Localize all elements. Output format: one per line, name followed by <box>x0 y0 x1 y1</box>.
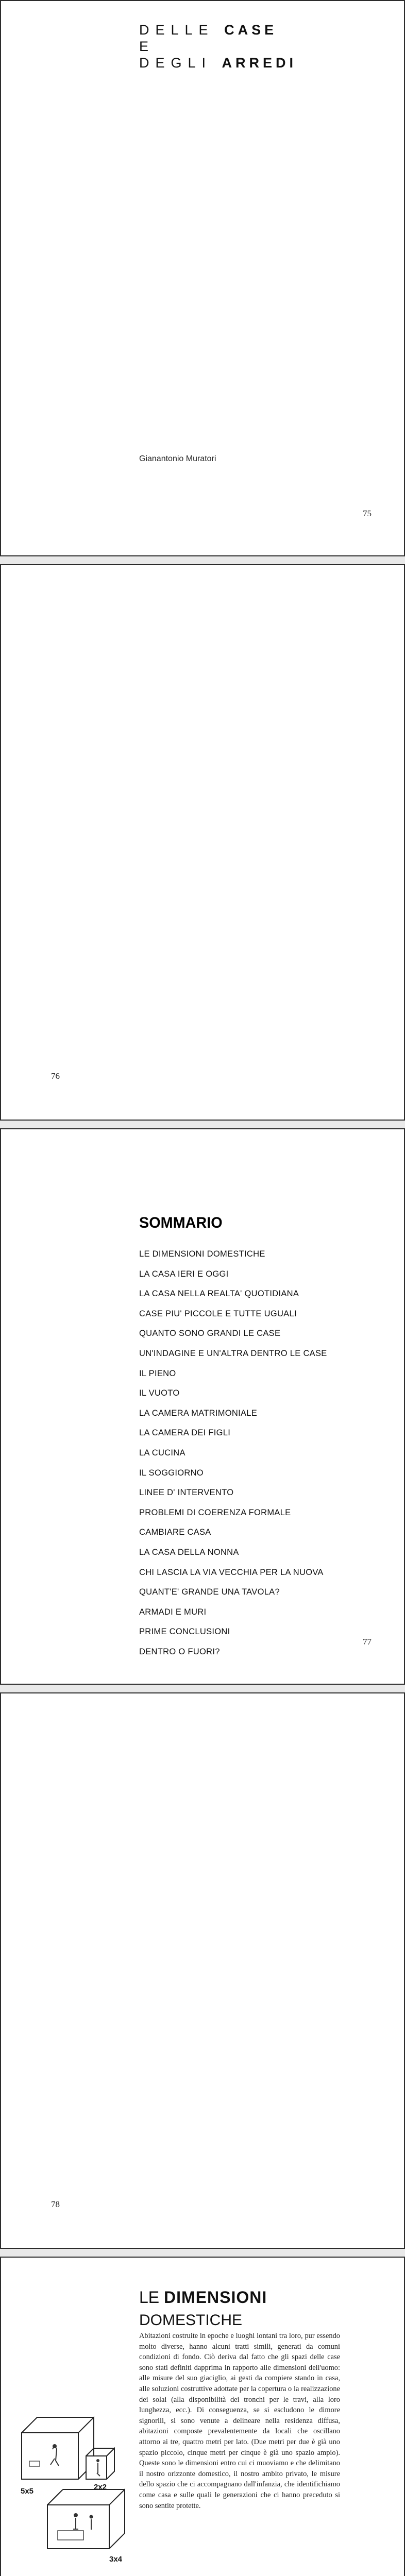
toc-item: QUANT'E' GRANDE UNA TAVOLA? <box>139 1587 280 1597</box>
toc-item: LINEE D' INTERVENTO <box>139 1488 234 1498</box>
toc-item: IL VUOTO <box>139 1388 180 1398</box>
page-78 <box>0 1692 405 2249</box>
toc-item: ARMADI E MURI <box>139 1607 207 1617</box>
toc-item: PROBLEMI DI COERENZA FORMALE <box>139 1507 291 1517</box>
book-title <box>139 22 297 71</box>
toc-item: LA CASA DELLA NONNA <box>139 1547 239 1557</box>
room-3x4-drawing <box>47 2489 125 2549</box>
title-line-1 <box>139 22 297 38</box>
toc-item: LA CAMERA DEI FIGLI <box>139 1428 231 1438</box>
section-heading-dimensioni <box>139 2287 267 2330</box>
toc-item: CASE PIU' PICCOLE E TUTTE UGUALI <box>139 1309 297 1318</box>
toc-item: QUANTO SONO GRANDI LE CASE <box>139 1329 281 1338</box>
heading-line-2: DOMESTICHE <box>139 2312 243 2329</box>
toc-item: IL SOGGIORNO <box>139 1468 204 1478</box>
toc-item: LA CASA NELLA REALTA' QUOTIDIANA <box>139 1289 299 1299</box>
page-79 <box>0 2257 405 2576</box>
page-number: 75 <box>363 509 372 518</box>
page-76 <box>0 564 405 1121</box>
toc-item: DENTRO O FUORI? <box>139 1647 220 1656</box>
room-dimensions-figure <box>16 2412 135 2576</box>
title-line-3 <box>139 55 297 71</box>
page-75 <box>0 0 405 556</box>
title-line-2: E <box>139 39 155 54</box>
page-number: 77 <box>363 1637 372 1647</box>
toc-item: PRIME CONCLUSIONI <box>139 1627 230 1637</box>
heading-line-1 <box>139 2288 267 2307</box>
toc-item: CAMBIARE CASA <box>139 1528 211 1537</box>
title-word-case: CASE <box>224 22 278 38</box>
page-number: 78 <box>51 2199 60 2209</box>
toc-item: LA CAMERA MATRIMONIALE <box>139 1408 258 1418</box>
heading-bold: DIMENSIONI <box>164 2288 267 2307</box>
room-5x5-drawing <box>22 2417 94 2479</box>
figure-label-3x4: 3x4 <box>109 2555 123 2564</box>
toc-item: LA CUCINA <box>139 1448 185 1458</box>
heading-prefix: LE <box>139 2288 160 2307</box>
title-word-degli: DEGLI <box>139 55 212 71</box>
author-name: Gianantonio Muratori <box>139 454 216 463</box>
title-word-delle: DELLE <box>139 22 214 38</box>
page-77 <box>0 1128 405 1685</box>
title-word-arredi: ARREDI <box>222 55 297 71</box>
page-number: 76 <box>51 1071 60 1081</box>
toc-item: IL PIENO <box>139 1368 176 1378</box>
toc-item: UN'INDAGINE E UN'ALTRA DENTRO LE CASE <box>139 1348 327 1358</box>
toc-item: CHI LASCIA LA VIA VECCHIA PER LA NUOVA <box>139 1567 324 1577</box>
toc-item: LA CASA IERI E OGGI <box>139 1269 229 1279</box>
figure-label-5x5: 5x5 <box>21 2487 34 2496</box>
paragraph-dimensioni: Abitazioni costruite in epoche e luoghi lontani tra loro, pur essendo molto diverse, hanno alcuni tratti simili, generati da comuni condizioni di fondo. Ciò deriva dal fatto che gli spazi delle case sono stati definiti dapprima in rapporto alle dimensioni dell'uomo: alle misure del suo giaciglio, ai gesti da compiere stando in casa, alle soluzioni costruttive adottate per la copertura o la realizzazione dei solai (alla disponibilità dei tronchi per le travi, alla loro lunghezza, ecc.). Di conseguenza, se si escludono le dimore signorili, si sono venute a delineare nella residenza diffusa, abitazioni composte prevalentemente da locali che oscillano attorno ai tre, quattro metri per lato. (Due metri per due è già uno spazio piccolo, cinque metri per cinque è già uno spazio ampio). Queste sono le dimensioni entro cui ci muoviamo e che delimitano il nostro orizzonte domestico, il nostro ambito privato, le misure dello spazio che ci accompagnano dall'infanzia, che identifichiamo come casa e sulle quali le generazioni che ci hanno preceduto si sono sentite protette. <box>139 2332 340 2510</box>
figure-label-2x2: 2x2 <box>94 2483 107 2492</box>
toc-item: LE DIMENSIONI DOMESTICHE <box>139 1249 265 1259</box>
summary-title: SOMMARIO <box>139 1214 223 1231</box>
table-of-contents <box>139 1244 327 1662</box>
